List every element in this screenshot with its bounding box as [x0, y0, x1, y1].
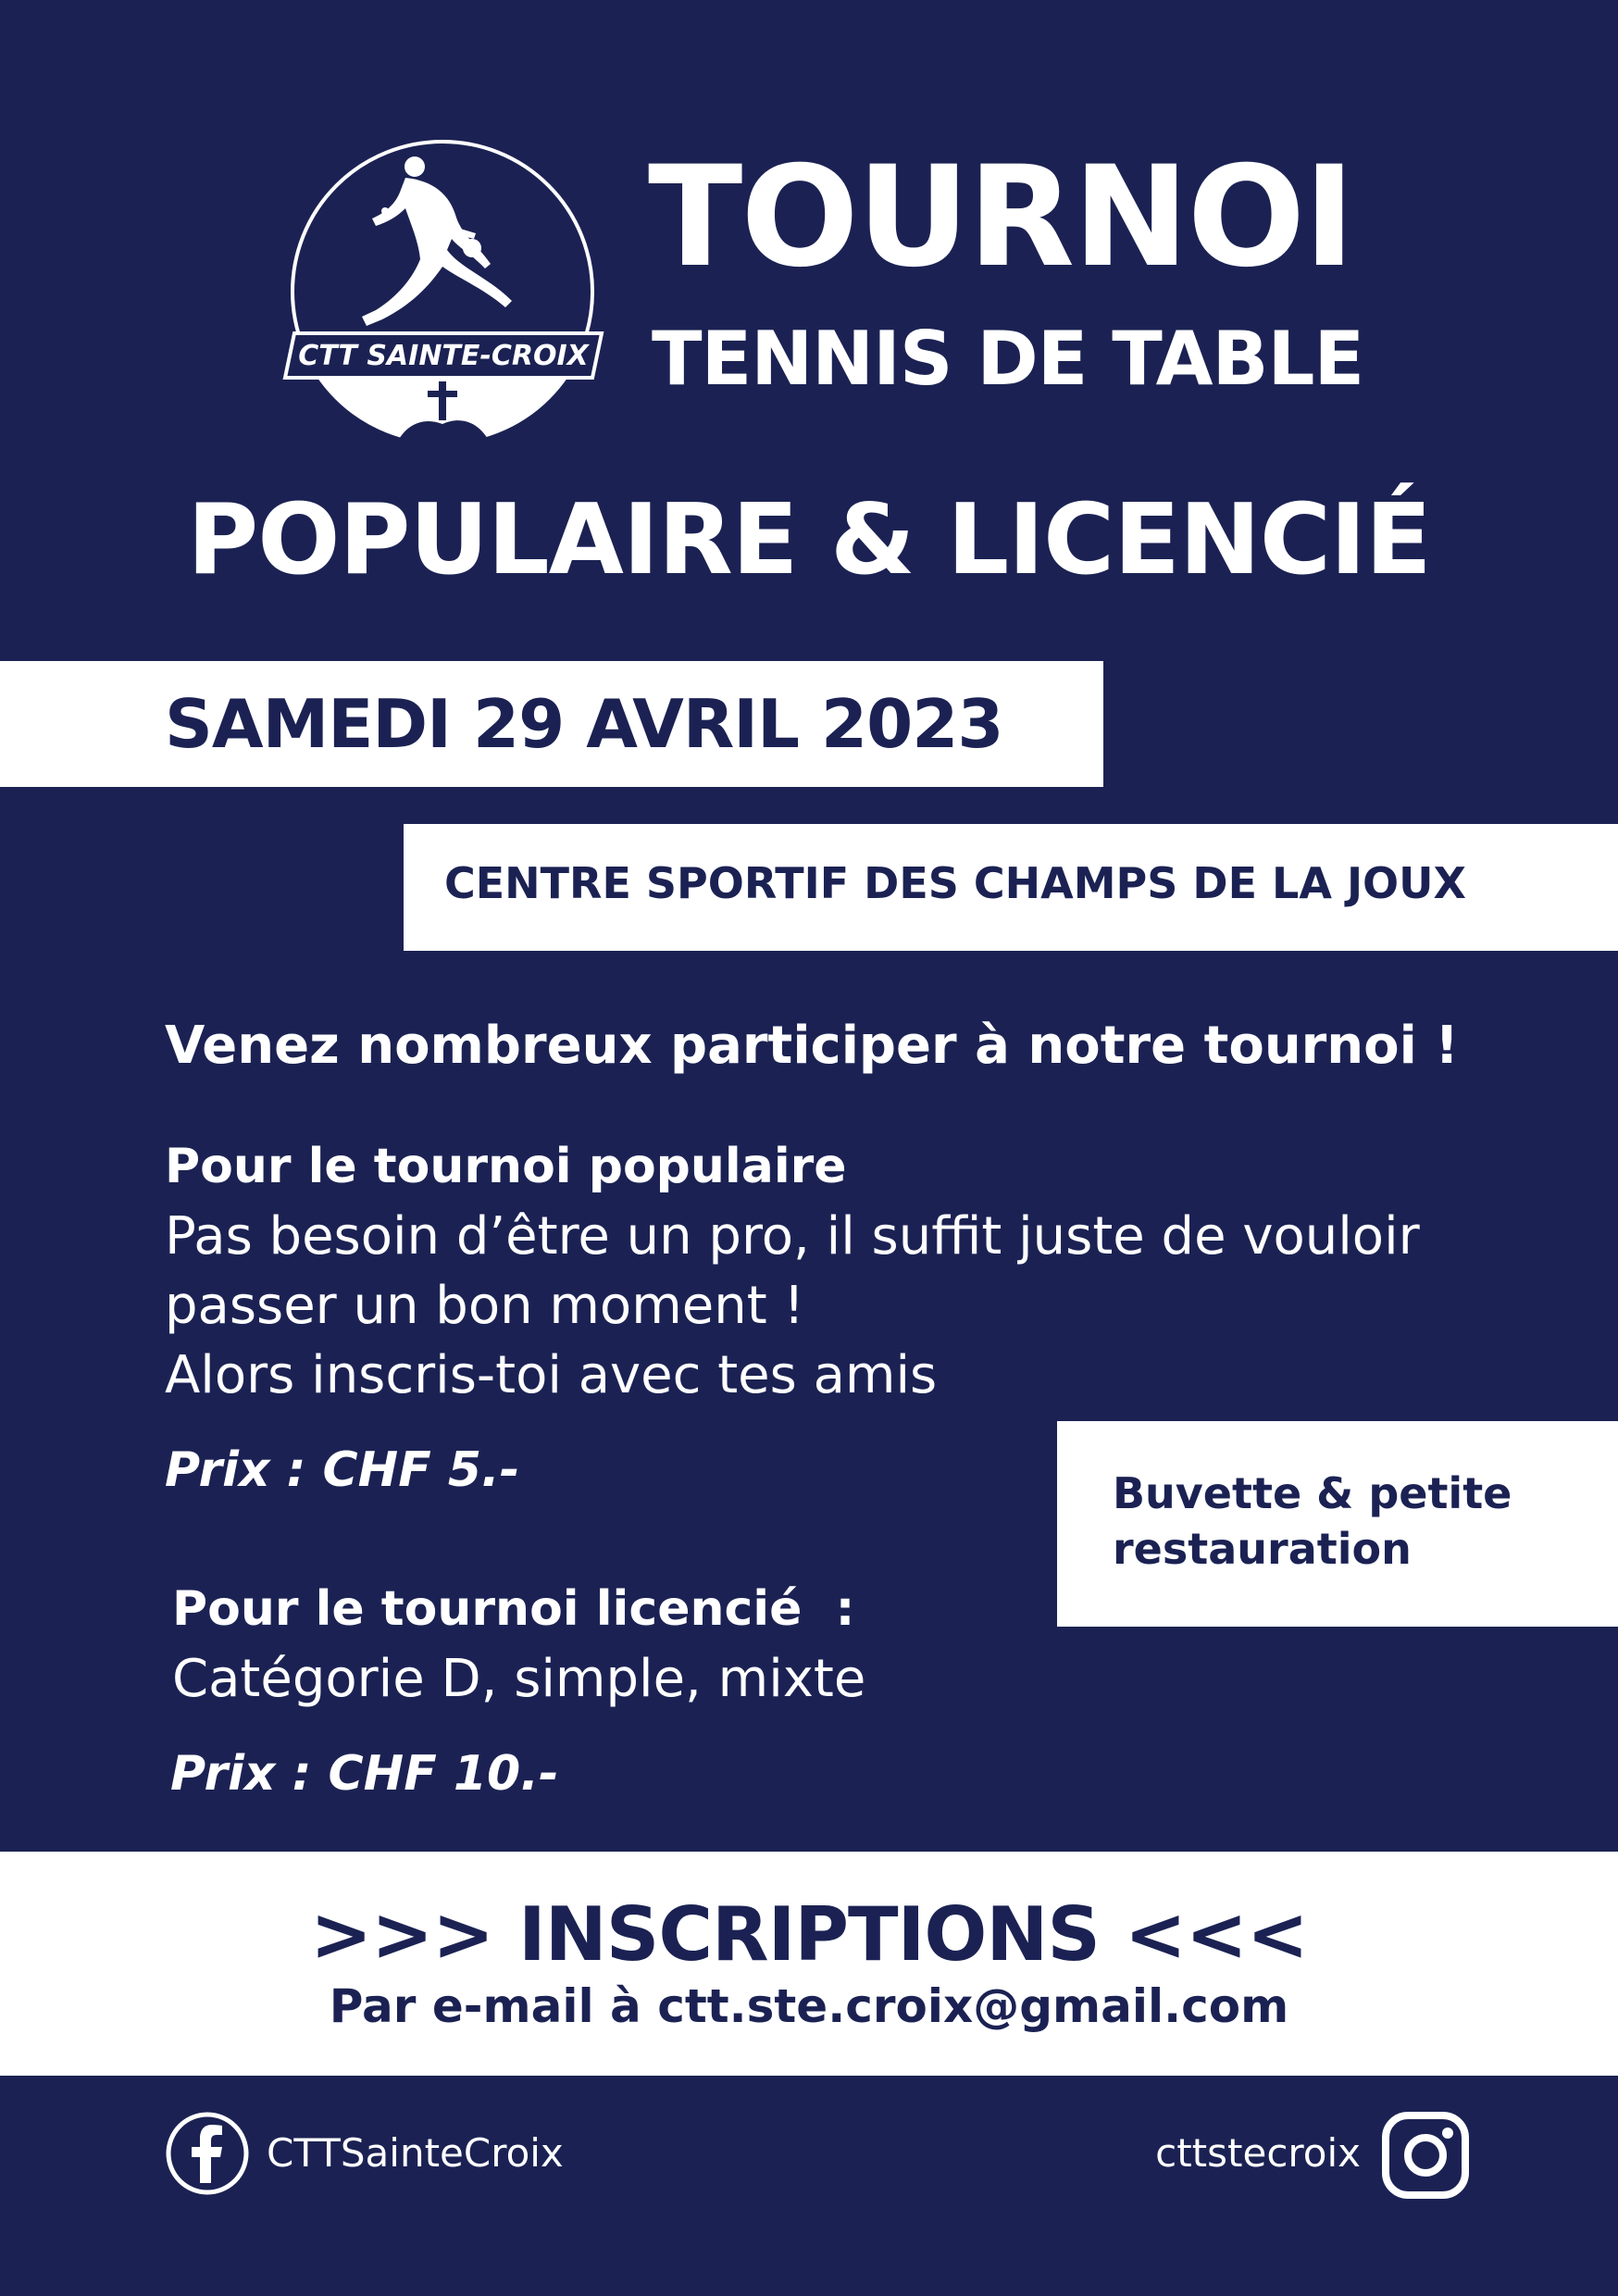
licencie-heading: Pour le tournoi licencié : [172, 1581, 855, 1637]
facebook-icon[interactable] [165, 2111, 250, 2196]
inscriptions-title: >>> INSCRIPTIONS <<< [310, 1891, 1308, 1978]
populaire-description [165, 1202, 1420, 1410]
instagram-handle[interactable]: cttstecroix [1155, 2130, 1361, 2176]
buvette-text [1113, 1466, 1594, 1577]
venue-banner [404, 824, 1618, 951]
populaire-price: Prix : CHF 5.- [165, 1442, 520, 1498]
buvette-box [1057, 1421, 1618, 1627]
buvette-line-2: restauration [1113, 1524, 1412, 1574]
licencie-price: Prix : CHF 10.- [170, 1746, 559, 1802]
event-date: SAMEDI 29 AVRIL 2023 [165, 685, 1003, 763]
populaire-heading: Pour le tournoi populaire [165, 1139, 847, 1194]
page-subtitle: TENNIS DE TABLE [652, 316, 1364, 402]
date-banner [0, 661, 1103, 787]
populaire-line-1: Pas besoin d’être un pro, il suffit juste de vouloir [165, 1206, 1420, 1267]
populaire-line-3: Alors inscris-toi avec tes amis [165, 1345, 938, 1405]
buvette-line-1: Buvette & petite [1113, 1468, 1512, 1518]
intro-text: Venez nombreux participer à notre tournoi ! [165, 1016, 1459, 1076]
club-badge [285, 333, 602, 378]
event-venue: CENTRE SPORTIF DES CHAMPS DE LA JOUX [444, 858, 1466, 908]
tournament-type-heading: POPULAIRE & LICENCIÉ [187, 483, 1431, 596]
page-title: TOURNOI [648, 137, 1354, 298]
instagram-icon[interactable] [1381, 2111, 1470, 2200]
table-tennis-player-icon [362, 156, 512, 326]
inscriptions-contact[interactable]: Par e-mail à ctt.ste.croix@gmail.com [329, 1979, 1289, 2033]
facebook-handle[interactable]: CTTSainteCroix [267, 2130, 564, 2176]
licencie-details: Catégorie D, simple, mixte [172, 1649, 866, 1709]
club-logo [257, 130, 628, 444]
populaire-line-2: passer un bon moment ! [165, 1276, 804, 1336]
inscriptions-banner [0, 1852, 1618, 2076]
club-badge-text: CTT SAINTE-CROIX [298, 340, 589, 372]
